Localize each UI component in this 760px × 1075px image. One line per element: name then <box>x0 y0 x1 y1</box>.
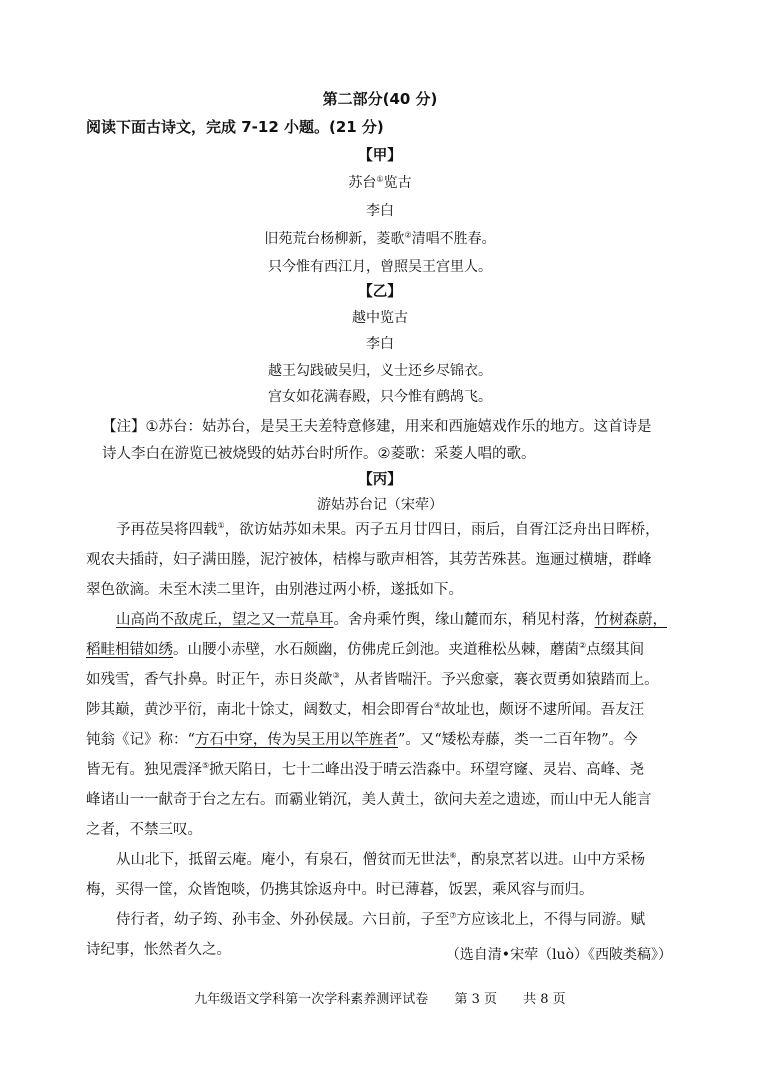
exam-name: 九年级语文学科第一次学科素养测评试卷 <box>194 992 429 1007</box>
text-line: 钝翁《记》称：“方石中穿，传为吴王用以竿旌者”。又“矮松寿藤，类一二百年物”。今 <box>86 732 638 748</box>
section-title: 第二部分(40 分) <box>322 90 438 108</box>
text-line: 稻畦相错如绣。山腰小赤壁，水石颇幽，仿佛虎丘剑池。夹道稚松丛棘，蘑菌②点缀其间 <box>86 641 645 658</box>
text-line: 山高尚不敌虎丘，望之又一荒阜耳。舍舟乘竹舆，缘山麓而东，稍见村落，竹树森蔚， <box>116 612 667 628</box>
poem-b-label: 【乙】 <box>358 284 402 300</box>
text-line: 从山北下，抵留云庵。庵小，有泉石，僧贫而无世法⑥，酌泉烹茗以进。山中方采杨 <box>116 851 646 868</box>
note-line-1: 【注】①苏台：姑苏台，是吴王夫差特意修建，用来和西施嬉戏作乐的地方。这首诗是 <box>102 419 652 435</box>
text-line: 如残雪，香气扑鼻。时正午，赤日炎歊③，从者皆喘汗。予兴愈豪，褰衣贾勇如猿踏而上。 <box>86 671 659 688</box>
question-instruction: 阅读下面古诗文，完成 7-12 小题。(21 分) <box>86 118 384 136</box>
prose-title: 游姑苏台记（宋荦） <box>317 497 443 513</box>
page-number: 第 3 页 <box>454 992 497 1007</box>
poem-a-title: 苏台①览古 <box>348 174 412 191</box>
prose-paragraph-2 <box>86 605 667 845</box>
poem-b-line-2: 宫女如花满春殿，只今惟有鹧鸪飞。 <box>268 389 492 405</box>
poem-b-author: 李白 <box>366 336 394 352</box>
prose-paragraph-3 <box>86 845 645 905</box>
underlined-sentence: 山高尚不敌虎丘，望之又一荒阜耳 <box>116 612 334 628</box>
poem-a-label: 【甲】 <box>358 148 402 164</box>
poem-b-title: 越中览古 <box>352 310 408 326</box>
poem-a-line-1: 旧苑荒台杨柳新，菱歌②清唱不胜春。 <box>264 230 496 247</box>
text-line: 侍行者，幼子筠、孙韦金、外孙侯晟。六日前，子至⑦方应该北上，不得与同游。赋 <box>116 911 646 928</box>
text-line: 翠色欲滴。未至木渎二里许，由别港过两小桥，遂抵如下。 <box>86 582 463 598</box>
text-line: 予再莅吴将四载①，欲访姑苏如未果。丙子五月廿四日，雨后，自胥江泛舟出日晖桥， <box>116 521 660 538</box>
text-line: 峰诸山一一献奇于台之左右。而霸业销沉，美人黄土，欲问夫差之遗迹，而山中无人能言 <box>86 792 652 808</box>
underlined-sentence: 稻畦相错如绣 <box>86 642 173 658</box>
text-line: 观农夫插莳，妇子满田塍，泥泞被体，桔槔与歌声相答，其劳苦殊甚。迤逦过横塘，群峰 <box>86 552 652 568</box>
poem-a-line-2: 只今惟有西江月，曾照吴王宫里人。 <box>268 259 492 275</box>
text-line: 皆无有。独见震泽⑤掀天陷日，七十二峰出没于晴云浩淼中。环望穹窿、灵岩、高峰、尧 <box>86 761 645 778</box>
text-line: 诗纪事，怅然者久之。 <box>86 942 231 958</box>
underlined-sentence: 竹树森蔚， <box>594 612 667 628</box>
text-line: 陟其巅，黄沙平衍，南北十馀丈，阔数丈，相会即胥台④故址也，颇讶不逮所闻。吾友汪 <box>86 701 645 718</box>
source-citation: （选自清•宋荦（luò）《西陂类稿》） <box>445 947 672 963</box>
underlined-sentence: 方石中穿，传为吴王用以竿旌者 <box>194 732 398 748</box>
page-total: 共 8 页 <box>523 992 566 1007</box>
prose-paragraph-1 <box>86 515 660 605</box>
note-line-2: 诗人李白在游览已被烧毁的姑苏台时所作。②菱歌：采菱人唱的歌。 <box>102 446 536 462</box>
poem-a-author: 李白 <box>366 203 394 219</box>
text-line: 之者，不禁三叹。 <box>86 822 202 838</box>
poem-b-line-1: 越王勾践破吴归，义士还乡尽锦衣。 <box>268 363 492 379</box>
text-line: 梅，买得一筐，众皆饱啖，仍携其馀返舟中。时已薄暮，饭罢，乘风容与而归。 <box>86 882 594 898</box>
page-footer <box>0 988 760 1007</box>
prose-label: 【丙】 <box>358 472 402 488</box>
